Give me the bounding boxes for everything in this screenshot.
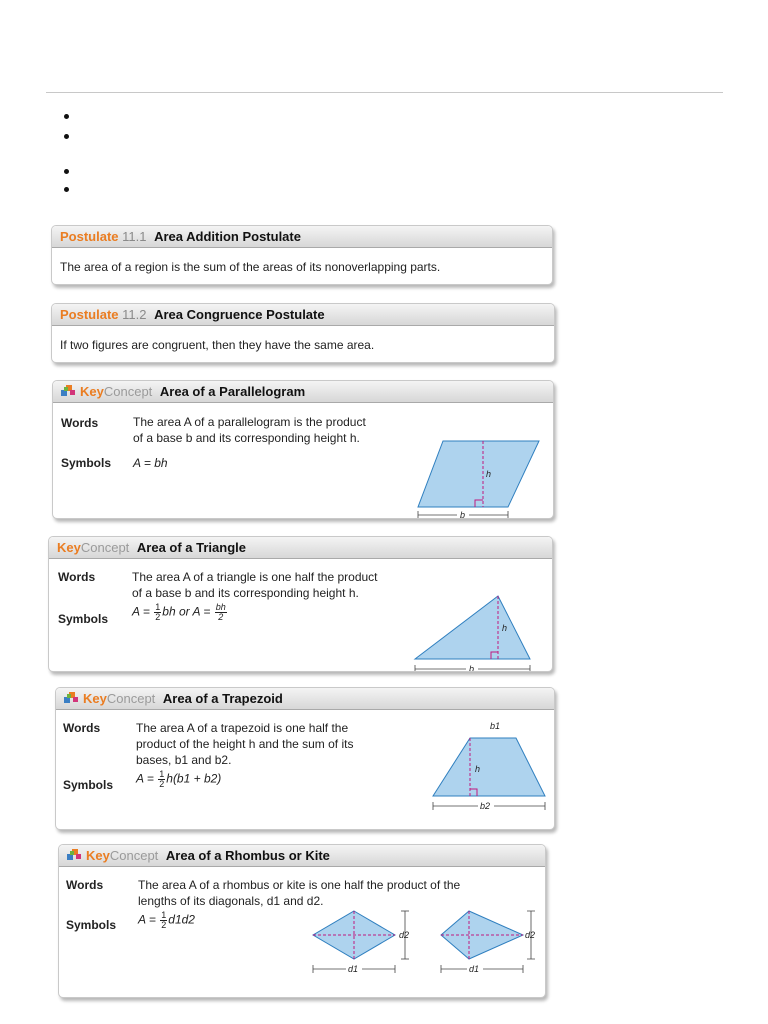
trapezoid-card [55, 687, 555, 830]
words-label: Words [61, 416, 99, 430]
words-line-2: of a base b and its corresponding height h. [133, 431, 360, 445]
postulate-11-2-header [52, 304, 554, 326]
rhombus-figure [309, 907, 409, 997]
words-line-2: of a base b and its corresponding height h. [132, 586, 359, 600]
d1-label: d1 [469, 964, 480, 974]
postulate-11-2-card [51, 303, 555, 363]
height-label: h [486, 469, 492, 479]
fraction-num: 1 [155, 602, 161, 612]
fraction-num: 1 [159, 769, 165, 779]
words-line-1: The area A of a parallelogram is the product [133, 415, 366, 429]
key-concept-logo-icon [61, 384, 76, 398]
fraction-half [154, 603, 161, 622]
trapezoid-shape [433, 738, 545, 796]
height-label: h [502, 623, 508, 633]
formula-part: d1d2 [168, 912, 195, 927]
fraction-den: 2 [159, 779, 165, 789]
bullet-1 [64, 114, 72, 122]
words-label: Words [63, 721, 101, 735]
words-line-2: lengths of its diagonals, d1 and d2. [138, 894, 324, 908]
top-divider [46, 92, 723, 93]
base-label: b [469, 664, 475, 674]
bullet-4 [64, 187, 72, 195]
postulate-11-1-header [52, 226, 552, 248]
postulate-text: If two figures are congruent, then they have the same area. [60, 338, 375, 352]
triangle-shape [415, 596, 530, 659]
postulate-title: Area Congruence Postulate [154, 307, 325, 322]
top-base-label: b1 [490, 721, 501, 731]
bullet-3 [64, 169, 72, 177]
d1-label: d1 [348, 964, 359, 974]
words-label: Words [66, 878, 104, 892]
postulate-11-1-card [51, 225, 553, 285]
key-label: Key [80, 384, 104, 399]
key-label: Key [57, 540, 81, 555]
trapezoid-figure [428, 720, 555, 820]
fraction-den: 2 [155, 612, 161, 622]
formula [132, 603, 228, 622]
formula [136, 770, 221, 789]
key-concept-logo-icon [67, 848, 82, 862]
concept-label: Concept [109, 848, 159, 863]
concept-title: Area of a Parallelogram [159, 384, 306, 399]
concept-label: Concept [80, 540, 130, 555]
concept-label: Concept [106, 691, 156, 706]
fraction-half [160, 911, 167, 930]
key-concept-logo-icon [64, 691, 79, 705]
fraction-den: 2 [218, 612, 224, 622]
fraction-num: bh [215, 602, 226, 612]
fraction-bh [215, 603, 227, 622]
triangle-header [49, 537, 552, 559]
d2-label: d2 [399, 930, 410, 940]
postulate-number: 11.2 [122, 307, 147, 322]
concept-title: Area of a Rhombus or Kite [165, 848, 330, 863]
symbols-label: Symbols [61, 456, 112, 470]
formula [138, 911, 195, 930]
concept-title: Area of a Trapezoid [162, 691, 283, 706]
words-line-1: The area A of a rhombus or kite is one half the product of the [138, 878, 461, 892]
postulate-text: The area of a region is the sum of the areas of its nonoverlapping parts. [60, 260, 441, 274]
rhombus-kite-card [58, 844, 546, 998]
symbols-label: Symbols [58, 612, 109, 626]
postulate-number: 11.1 [122, 229, 147, 244]
key-label: Key [83, 691, 107, 706]
trapezoid-header [56, 688, 554, 710]
postulate-tag: Postulate [60, 307, 119, 322]
rhombus-kite-header [59, 845, 545, 867]
d2-label: d2 [525, 930, 536, 940]
words-line-1: The area A of a trapezoid is one half the [136, 721, 349, 735]
concept-label: Concept [103, 384, 153, 399]
concept-title: Area of a Triangle [136, 540, 246, 555]
parallelogram-shape [418, 441, 539, 507]
key-label: Key [86, 848, 110, 863]
formula-part: A = [136, 771, 154, 786]
words-line-1: The area A of a triangle is one half the product [132, 570, 378, 584]
bottom-base-label: b2 [480, 801, 491, 811]
fraction-half [158, 770, 165, 789]
triangle-card [48, 536, 553, 672]
triangle-figure [409, 593, 539, 672]
words-line-3: bases, b1 and b2. [136, 753, 232, 767]
height-label: h [475, 764, 481, 774]
postulate-title: Area Addition Postulate [154, 229, 301, 244]
words-label: Words [58, 570, 96, 584]
postulate-tag: Postulate [60, 229, 119, 244]
parallelogram-figure [413, 437, 543, 519]
formula-part: A = [132, 604, 150, 619]
base-label: b [460, 510, 466, 520]
symbols-label: Symbols [63, 778, 114, 792]
parallelogram-card [52, 380, 554, 519]
formula-part: bh or A = [162, 604, 211, 619]
formula-part: A = [138, 912, 156, 927]
formula: A = bh [133, 456, 168, 470]
symbols-label: Symbols [66, 918, 117, 932]
words-line-2: product of the height h and the sum of its [136, 737, 354, 751]
kite-figure [437, 907, 537, 997]
fraction-den: 2 [161, 920, 167, 930]
parallelogram-header [53, 381, 553, 403]
fraction-num: 1 [161, 910, 167, 920]
bullet-2 [64, 134, 72, 142]
formula-part: h(b1 + b2) [166, 771, 222, 786]
